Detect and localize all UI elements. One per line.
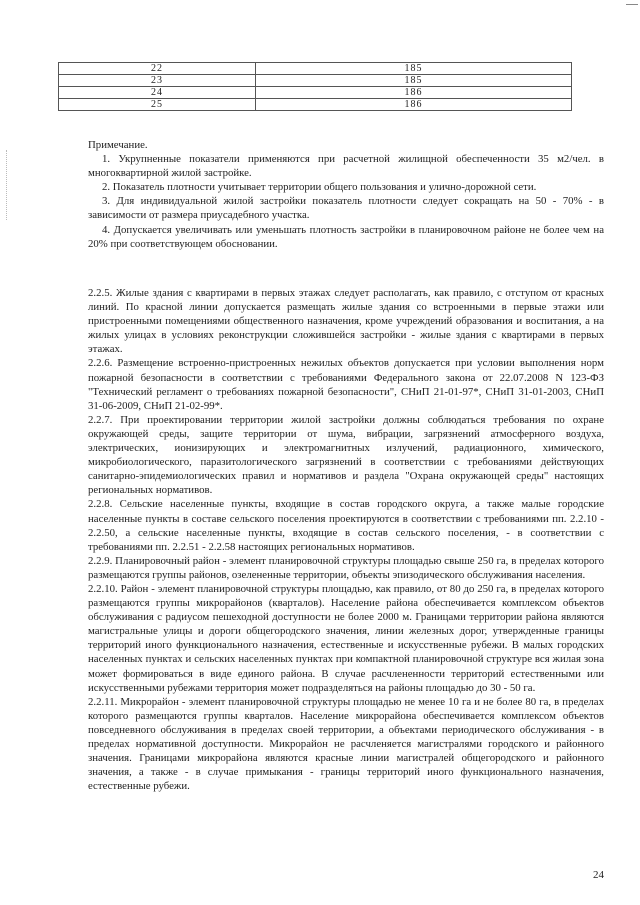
section-2-2-7: 2.2.7. При проектировании территории жилой застройки должны соблюдаться требования по охране окружающей среды, защите территории от шума, вибрации, загрязнений атмосферного воздуха, электрических, ионизирующих и электромагнитных излучений, радиационного, химического, микробиологического, паразитологического загрязнений в соответствии с требованиями действующих санитарно-эпидемиологических правил и нормативов и раздела "Охрана окружающей среды" настоящих региональных нормативов.	[88, 413, 604, 497]
table-cell-left: 25	[59, 99, 256, 111]
section-2-2-9: 2.2.9. Планировочный район - элемент планировочной структуры площадью свыше 250 га, в пределах которого размещаются группы районов, озелененные территории, объекты эпизодического обслуживания населения.	[88, 554, 604, 581]
table-row	[59, 63, 572, 75]
section-2-2-11: 2.2.11. Микрорайон - элемент планировочной структуры площадью не менее 10 га и не более 80 га, в пределах которого размещаются группы кварталов. Население микрорайона обеспечивается комплексом объектов повседневного обслуживания в пределах своей территории, а объектами периодического обслуживания - в пределах нормативной доступности. Микрорайон не расчленяется магистралями городского и районного значения. Границами микрорайона являются красные линии магистралей общегородского и районного значения, а также - в случае примыкания - границы территорий иного функционального назначения, естественные рубежи.	[88, 695, 604, 793]
note-heading: Примечание.	[88, 139, 148, 151]
section-2-2-8: 2.2.8. Сельские населенные пункты, входящие в состав городского округа, а также малые городские населенные пункты в составе сельского поселения проектируются в соответствии с требованиями пп. 2.2.10 - 2.2.50, а сельские населенные пункты, входящие в состав сельского поселения, - в соответствии с требованиями пп. 2.2.51 - 2.2.58 настоящих региональных нормативов.	[88, 498, 604, 553]
note-section	[88, 138, 604, 251]
table-cell-right: 186	[256, 87, 572, 99]
table-cell-right: 185	[256, 63, 572, 75]
section-2-2-6: 2.2.6. Размещение встроенно-пристроенных нежилых объектов допускается при условии выполнения норм пожарной безопасности в соответствии с требованиями Федерального закона от 22.07.2008 N 123-ФЗ "Технический регламент о требованиях пожарной безопасности", СНиП 21-01-97*, СНиП 31-01-2003, СНиП 31-06-2009, СНиП 21-02-99*.	[88, 357, 604, 412]
note-item-2: 2. Показатель плотности учитывает территории общего пользования и улично-дорожной сети.	[102, 181, 537, 194]
table-cell-right: 185	[256, 75, 572, 87]
table-cell-right: 186	[256, 99, 572, 111]
page-number: 24	[593, 869, 604, 881]
note-item-1: 1. Укрупненные показатели применяются при расчетной жилищной обеспеченности 35 м2/чел. в многоквартирной жилой застройке.	[88, 153, 604, 180]
table-cell-left: 24	[59, 87, 256, 99]
table-row	[59, 75, 572, 87]
scan-corner-mark	[626, 4, 638, 5]
note-item-3: 3. Для индивидуальной жилой застройки показатель плотности следует сокращать на 50 - 70% - в зависимости от размера приусадебного участка.	[88, 195, 604, 222]
table-row	[59, 99, 572, 111]
scan-margin-artifact	[6, 150, 8, 220]
table-cell-left: 23	[59, 75, 256, 87]
table-row	[59, 87, 572, 99]
main-text	[88, 286, 604, 793]
note-item-4: 4. Допускается увеличивать или уменьшать плотность застройки в планировочном районе не более чем на 20% при соответствующем обосновании.	[88, 223, 604, 250]
section-2-2-5: 2.2.5. Жилые здания с квартирами в первых этажах следует располагать, как правило, с отступом от красных линий. По красной линии допускается размещать жилые здания со встроенными в первые этажи или пристроенными помещениями общественного назначения, кроме учреждений образования и воспитания, а на жилых улицах в условиях реконструкции сложившейся застройки - жилые здания с квартирами в первых этажах.	[88, 287, 604, 356]
table-cell-left: 22	[59, 63, 256, 75]
section-2-2-10: 2.2.10. Район - элемент планировочной структуры площадью, как правило, от 80 до 250 га, в пределах которого размещаются группы микрорайонов (кварталов). Население района обеспечивается комплексом объектов обслуживания с радиусом пешеходной доступности не более 2000 м. Границами территории района являются магистральные улицы и дороги общегородского значения, линии железных дорог, утвержденные границы территорий иного функционального назначения, естественные и искусственные рубежи. В малых городских населенных пунктах и сельских населенных пунктах при компактной планировочной структуре вся жилая зона может формироваться в виде единого района. В случае расчлененности территорий естественными или искусственными рубежами территория может подразделяться на районы площадью до 30 - 50 га.	[88, 582, 604, 694]
density-table	[58, 62, 572, 111]
